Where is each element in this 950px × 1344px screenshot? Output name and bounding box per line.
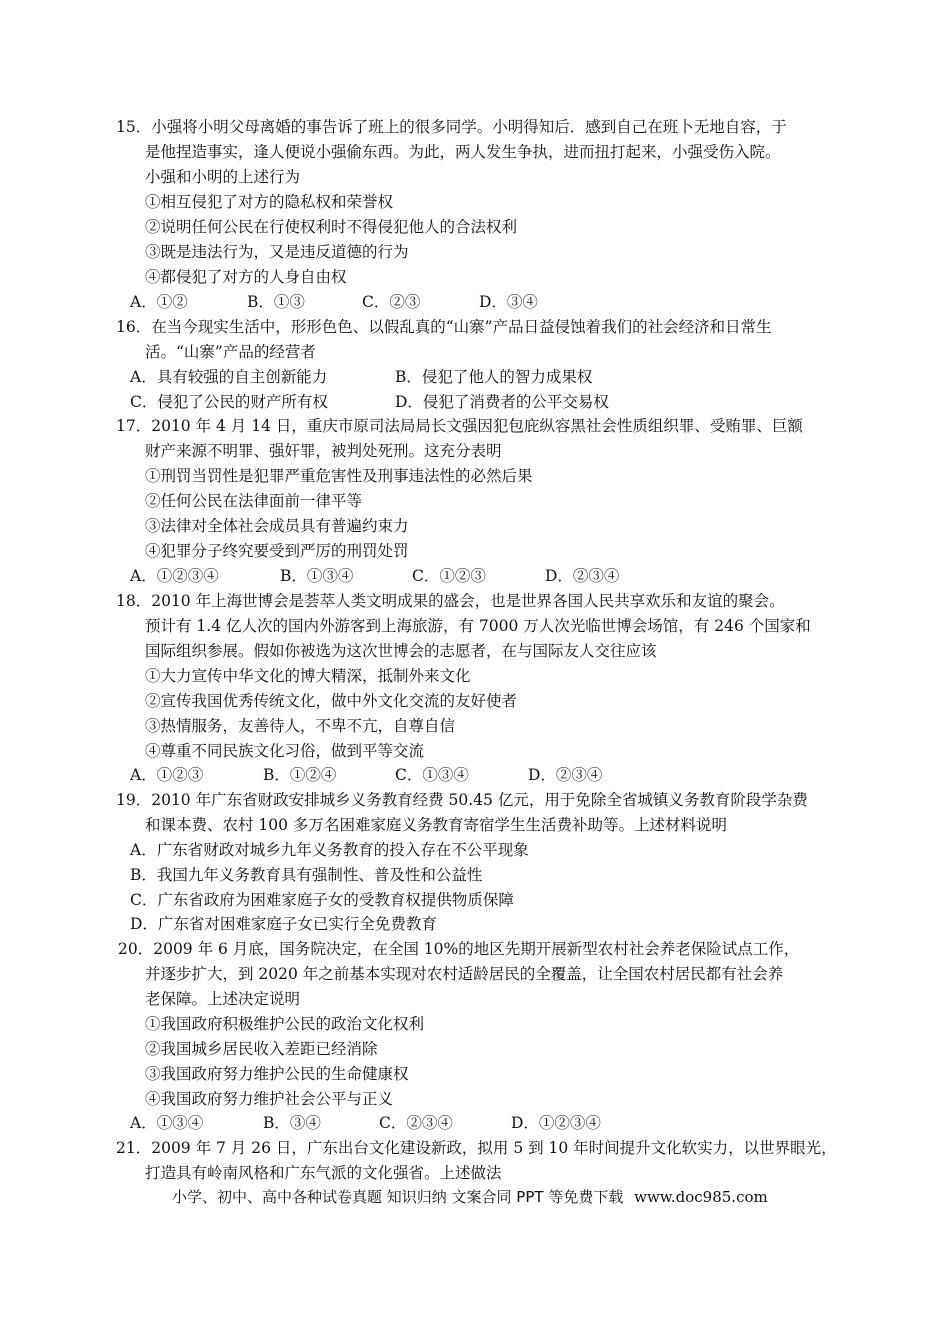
option-c: C．①②③ (412, 567, 486, 585)
statement-item: ②我国城乡居民收入差距已经消除 (145, 1040, 378, 1058)
option-d: D．②③④ (528, 766, 603, 784)
statement-item: ④都侵犯了对方的人身自由权 (145, 268, 347, 286)
question-stem-line: 国际组织参展。假如你被选为这次世博会的志愿者，在与国际友人交往应该 (145, 642, 657, 660)
option-d: D．③④ (479, 293, 538, 311)
question-stem-line: 活。“山寨”产品的经营者 (145, 343, 316, 361)
option-c: C．①③④ (395, 766, 469, 784)
question-stem-line: 财产来源不明罪、强奸罪，被判处死刑。这充分表明 (145, 442, 502, 460)
option-a: A．广东省财政对城乡九年义务教育的投入存在不公平现象 (130, 841, 529, 859)
option-c: C．广东省政府为困难家庭子女的受教育权提供物质保障 (130, 891, 514, 909)
option-a: A．①②③ (130, 766, 204, 784)
footer-url: www.doc985.com (634, 1188, 768, 1206)
question-stem-line: 15．小强将小明父母离婚的事告诉了班上的很多同学。小明得知后．感到自己在班卜无地自容，于 (116, 118, 787, 136)
option-c: C．②③ (362, 293, 421, 311)
option-b: B．①②④ (263, 766, 337, 784)
option-b: B．我国九年义务教育具有强制性、普及性和公益性 (130, 866, 483, 884)
statement-item: ④尊重不同民族文化习俗，做到平等交流 (145, 742, 425, 760)
statement-item: ②宣传我国优秀传统文化，做中外文化交流的友好使者 (145, 692, 518, 710)
question-stem-line: 预计有 1.4 亿人次的国内外游客到上海旅游，有 7000 万人次光临世博会场馆，有 246 个国家和 (145, 617, 811, 635)
option-b: B．①③ (247, 293, 305, 311)
statement-item: ③热情服务，友善待人，不卑不亢，自尊自信 (145, 717, 456, 735)
option-d: D．②③④ (545, 567, 620, 585)
option-c: C．②③④ (379, 1114, 453, 1132)
footer-text: 小学、初中、高中各种试卷真题 知识归纳 文案合同 PPT 等免费下载 (172, 1188, 624, 1206)
statement-item: ④犯罪分子终究要受到严厉的刑罚处罚 (145, 542, 409, 560)
question-stem-line: 18．2010 年上海世博会是荟萃人类文明成果的盛会，也是世界各国人民共享欢乐和友谊的聚会。 (116, 592, 785, 610)
question-stem-line: 老保障。上述决定说明 (145, 990, 301, 1008)
option-b: B．①③④ (280, 567, 354, 585)
question-stem-line: 并逐步扩大，到 2020 年之前基本实现对农村适龄居民的全覆盖，让全国农村居民都有社会养 (145, 965, 784, 983)
question-stem-line: 17．2010 年 4 月 14 日，重庆市原司法局局长文强因犯包庇纵容黑社会性质组织罪、受贿罪、巨额 (116, 417, 803, 435)
statement-item: ②说明任何公民在行使权利时不得侵犯他人的合法权利 (145, 218, 518, 236)
statement-item: ①相互侵犯了对方的隐私权和荣誉权 (145, 193, 394, 211)
question-stem-line: 21．2009 年 7 月 26 日，广东出台文化建设新政，拟用 5 到 10 年时间提升文化软实力，以世界眼光， (116, 1139, 837, 1157)
statement-item: ①大力宣传中华文化的博大精深，抵制外来文化 (145, 667, 471, 685)
statement-item: ①我国政府积极维护公民的政治文化权利 (145, 1015, 425, 1033)
option-a: A．①②③④ (130, 567, 219, 585)
page-footer (172, 1186, 768, 1207)
question-stem-line: 小强和小明的上述行为 (145, 168, 301, 186)
question-stem-line: 是他捏造事实，逢人便说小强偷东西。为此，两人发生争执，进而扭打起来，小强受伤入院。 (145, 143, 781, 161)
option-b: B．③④ (263, 1114, 321, 1132)
question-stem-line: 16．在当今现实生活中，形形色色、以假乱真的“山寨”产品日益侵蚀着我们的社会经济和日常生 (116, 318, 772, 336)
option-a: A．①③④ (130, 1114, 204, 1132)
question-stem-line: 19．2010 年广东省财政安排城乡义务教育经费 50.45 亿元，用于免除全省城镇义务教育阶段学杂费 (116, 791, 808, 809)
option-a: A．①② (130, 293, 188, 311)
statement-item: ③我国政府努力维护公民的生命健康权 (145, 1065, 409, 1083)
statement-item: ③既是违法行为，又是违反道德的行为 (145, 243, 409, 261)
statement-item: ①刑罚当罚性是犯罪严重危害性及刑事违法性的必然后果 (145, 467, 533, 485)
question-stem-line: 和课本费、农村 100 多万名困难家庭义务教育寄宿学生生活费补助等。上述材料说明 (145, 816, 727, 834)
option-a: A．具有较强的自主创新能力 (130, 368, 328, 386)
statement-item: ③法律对全体社会成员具有普遍约束力 (145, 517, 409, 535)
question-stem-line: 打造具有岭南风格和广东气派的文化强省。上述做法 (145, 1164, 502, 1182)
option-d: D．侵犯了消费者的公平交易权 (395, 393, 609, 411)
statement-item: ②任何公民在法律面前一律平等 (145, 492, 363, 510)
option-b: B．侵犯了他人的智力成果权 (395, 368, 593, 386)
option-d: D．广东省对困难家庭子女已实行全免费教育 (130, 915, 437, 933)
statement-item: ④我国政府努力维护社会公平与正义 (145, 1090, 394, 1108)
option-d: D．①②③④ (511, 1114, 601, 1132)
option-c: C．侵犯了公民的财产所有权 (130, 393, 328, 411)
question-stem-line: 20．2009 年 6 月底，国务院决定，在全国 10%的地区先期开展新型农村社会养老保险试点工作， (118, 940, 800, 958)
